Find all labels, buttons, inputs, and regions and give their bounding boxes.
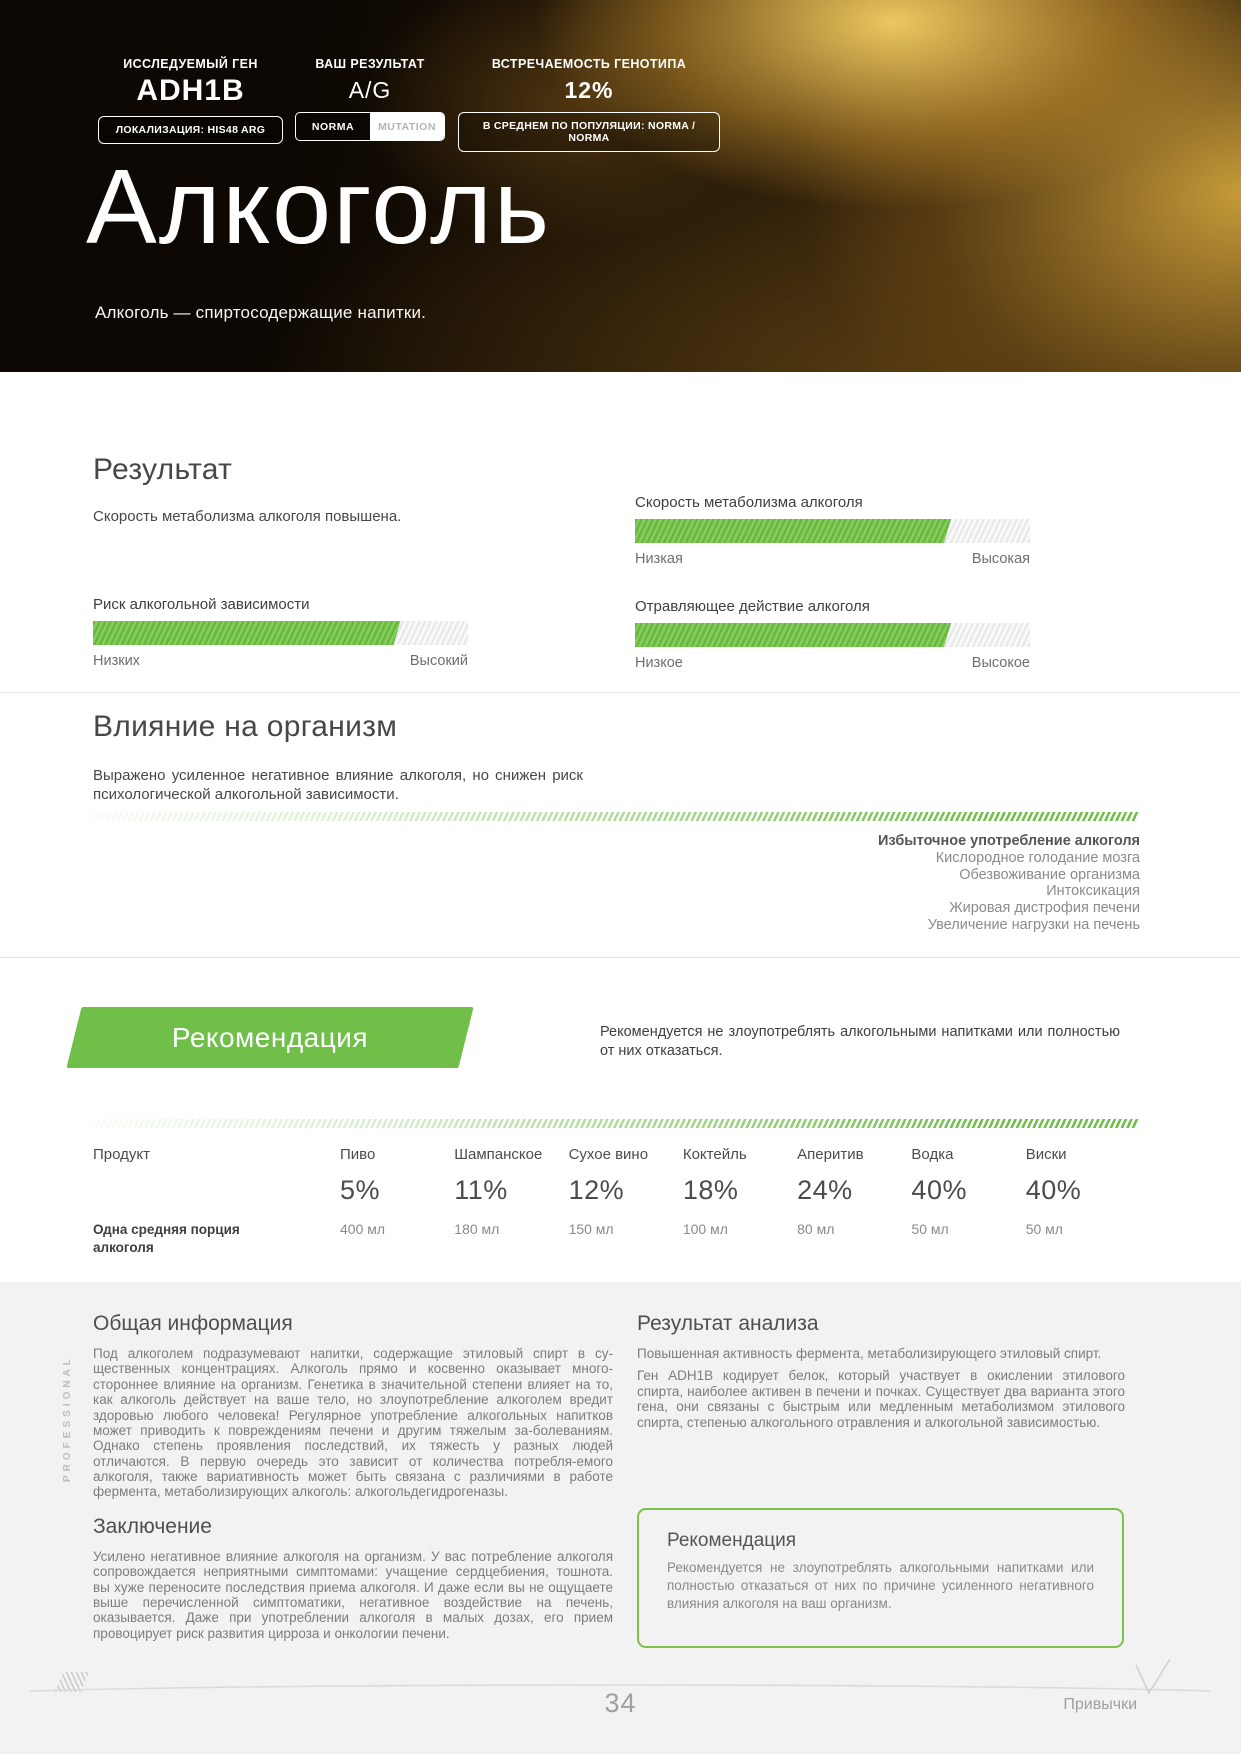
professional-label: PROFESSIONAL bbox=[62, 1355, 73, 1482]
product-name: Шампанское bbox=[454, 1146, 543, 1163]
result-summary: Скорость метаболизма алкоголя повышена. bbox=[93, 508, 402, 525]
influence-summary: Выражено усиленное негативное влияние алкоголя, но снижен риск психологической алкогольной зависимости. bbox=[93, 767, 583, 804]
toggle-norma: NORMA bbox=[311, 120, 355, 133]
bar-track bbox=[93, 621, 468, 645]
abv-value: 40% bbox=[911, 1175, 967, 1205]
bar-min-label: Низких bbox=[93, 653, 140, 669]
table-volume-row bbox=[93, 1221, 1140, 1256]
products-table bbox=[93, 1146, 1140, 1256]
result-heading: Результат bbox=[93, 453, 233, 486]
general-info-heading: Общая информация bbox=[93, 1312, 293, 1335]
result-value: A/G bbox=[348, 77, 392, 103]
bar-max-label: Высокий bbox=[409, 653, 468, 669]
bar-track bbox=[635, 519, 1030, 543]
recommendation-text: Рекомендуется не злоупотреблять алкогольными напитками или полностью от них отказаться. bbox=[600, 1024, 1120, 1060]
gene-label: ИССЛЕДУЕМЫЙ ГЕН bbox=[123, 57, 258, 71]
abv-value: 12% bbox=[568, 1175, 625, 1205]
effect-item: Увеличение нагрузки на печень bbox=[927, 917, 1140, 934]
analysis-heading: Результат анализа bbox=[637, 1312, 819, 1335]
page-title: Алкоголь bbox=[86, 148, 552, 266]
abv-value: 11% bbox=[454, 1175, 508, 1205]
portion-volume: 100 мл bbox=[682, 1221, 728, 1237]
bar-label: Риск алкогольной зависимости bbox=[93, 596, 310, 613]
conclusion-heading: Заключение bbox=[93, 1514, 212, 1538]
conclusion-text: Усилено негативное влияние алкоголя на организм. У вас потребление алкоголя сопровождается неприятными симптомами: учащение сердцебиения, тошнота. вы хуже переносите последствия приема алкоголя. И даже если вы не ощущаете выше перечисленной симптоматики, негативное воздействие на печень, оказывается. Даже при употреблении алкоголя в малых дозах, его прием провоцирует риск развития цирроза и онкологии печени. bbox=[93, 1548, 613, 1641]
product-name: Пиво bbox=[340, 1146, 376, 1163]
bar-fill bbox=[635, 519, 951, 543]
general-info-column bbox=[93, 1312, 613, 1641]
abv-value: 24% bbox=[797, 1175, 853, 1205]
analysis-text-2: Ген ADH1B кодирует белок, который участвует в окислении этилового спирта, наиболее активен в печени и почках. Существует два варианта этого гена, они связаны с быстрым или медленным метаболизмом этилового спирта, степенью алкогольного отравления и алкогольной зависимостью. bbox=[637, 1368, 1125, 1430]
frequency-stat bbox=[458, 57, 720, 152]
bar-min-label: Низкое bbox=[635, 655, 683, 671]
metabolism-bar bbox=[635, 494, 1030, 567]
portion-volume: 180 мл bbox=[454, 1221, 500, 1237]
bar-label: Скорость метаболизма алкоголя bbox=[635, 494, 863, 511]
general-info-text: Под алкоголем подразумевают напитки, содержащие этиловый спирт в су-щественных концентрациях. Алкоголь прямо и косвенно оказывает много-стороннее влияние на организм. Генетика в значительной степени влияет на то, как алкоголь действует на ваше тело, но злоупотребление алкоголем вредит здоровью любого человека! Регулярное употребление алкогольных напитков может приводить к повреждениям печени и другим тяжелым за-болеваниям. Однако степень проявления последствий, их тяжесть у разных людей отличаются. В первую очередь это зависит от количества потребля-емого алкоголя, также вариативность может быть связана с различиями в работе фермента, метаболизирующих алкоголь: алкогольдегидрогеназы. bbox=[93, 1346, 613, 1500]
toggle-mutation: MUTATION bbox=[370, 113, 444, 140]
effect-item: Интоксикация bbox=[1046, 883, 1140, 900]
section-divider bbox=[0, 692, 1241, 693]
dependence-risk-bar bbox=[93, 596, 468, 669]
result-label: ВАШ РЕЗУЛЬТАТ bbox=[315, 57, 425, 71]
effect-item: Кислородное голодание мозга bbox=[935, 849, 1140, 866]
product-name: Виски bbox=[1025, 1146, 1067, 1163]
portion-volume: 150 мл bbox=[568, 1221, 614, 1237]
localization-pill: ЛОКАЛИЗАЦИЯ: HIS48 ARG bbox=[98, 116, 283, 144]
genotype-toggle bbox=[295, 112, 445, 141]
product-column-header: Продукт bbox=[93, 1146, 150, 1163]
abv-value: 5% bbox=[340, 1175, 381, 1205]
section-divider bbox=[0, 957, 1241, 958]
recommendation-box-text: Рекомендуется не злоупотреблять алкогольными напитками или полностью отказаться от них по причине усиленного негативного влияния алкоголя на ваш организм. bbox=[667, 1560, 1094, 1612]
frequency-value: 12% bbox=[564, 77, 614, 103]
report-header bbox=[0, 0, 1241, 372]
population-pill: В СРЕДНЕМ ПО ПОПУЛЯЦИИ: NORMA / NORMA bbox=[458, 112, 720, 152]
table-percent-row bbox=[93, 1175, 1140, 1206]
gene-value: ADH1B bbox=[136, 74, 245, 107]
portion-row-label: Одна средняя порция алкоголя bbox=[93, 1222, 240, 1255]
analysis-text-1: Повышенная активность фермента, метаболизирующего этиловый спирт. bbox=[637, 1346, 1102, 1361]
bar-min-label: Низкая bbox=[635, 551, 683, 567]
recommendation-banner bbox=[66, 1007, 473, 1068]
recommendation-box bbox=[637, 1508, 1124, 1648]
bar-fill bbox=[635, 623, 951, 647]
product-name: Сухое вино bbox=[568, 1146, 649, 1163]
product-name: Коктейль bbox=[682, 1146, 747, 1163]
bar-max-label: Высокая bbox=[971, 551, 1030, 567]
info-section bbox=[0, 1282, 1241, 1754]
hatch-strip bbox=[93, 1119, 1140, 1128]
table-header-row bbox=[93, 1146, 1140, 1163]
product-name: Аперитив bbox=[797, 1146, 864, 1163]
recommendation-box-heading: Рекомендация bbox=[667, 1530, 797, 1551]
abv-value: 18% bbox=[682, 1175, 739, 1205]
bar-fill bbox=[93, 621, 401, 645]
bar-max-label: Высокое bbox=[971, 655, 1030, 671]
bar-label: Отравляющее действие алкоголя bbox=[635, 598, 870, 615]
effect-item: Обезвоживание организма bbox=[959, 866, 1140, 883]
gene-stat bbox=[98, 57, 283, 144]
influence-heading: Влияние на организм bbox=[93, 710, 398, 743]
effect-item: Жировая дистрофия печени bbox=[949, 900, 1140, 917]
portion-volume: 50 мл bbox=[911, 1221, 949, 1237]
frequency-label: ВСТРЕЧАЕМОСТЬ ГЕНОТИПА bbox=[491, 57, 687, 71]
recommendation-banner-label: Рекомендация bbox=[171, 1021, 369, 1053]
portion-volume: 80 мл bbox=[797, 1221, 835, 1237]
bar-track bbox=[635, 623, 1030, 647]
result-stat bbox=[295, 57, 445, 141]
section-name: Привычки bbox=[1063, 1696, 1137, 1713]
effects-list bbox=[878, 833, 1140, 934]
page-subtitle: Алкоголь — спиртосодержащие напитки. bbox=[95, 303, 427, 322]
portion-volume: 400 мл bbox=[340, 1221, 386, 1237]
toxic-effect-bar bbox=[635, 598, 1030, 671]
analysis-column bbox=[637, 1312, 1125, 1430]
effect-item: Избыточное употребление алкоголя bbox=[878, 833, 1140, 849]
product-name: Водка bbox=[911, 1146, 954, 1163]
page-number: 34 bbox=[604, 1688, 637, 1718]
hatch-strip bbox=[93, 812, 1140, 821]
abv-value: 40% bbox=[1025, 1175, 1082, 1205]
portion-volume: 50 мл bbox=[1025, 1221, 1063, 1237]
